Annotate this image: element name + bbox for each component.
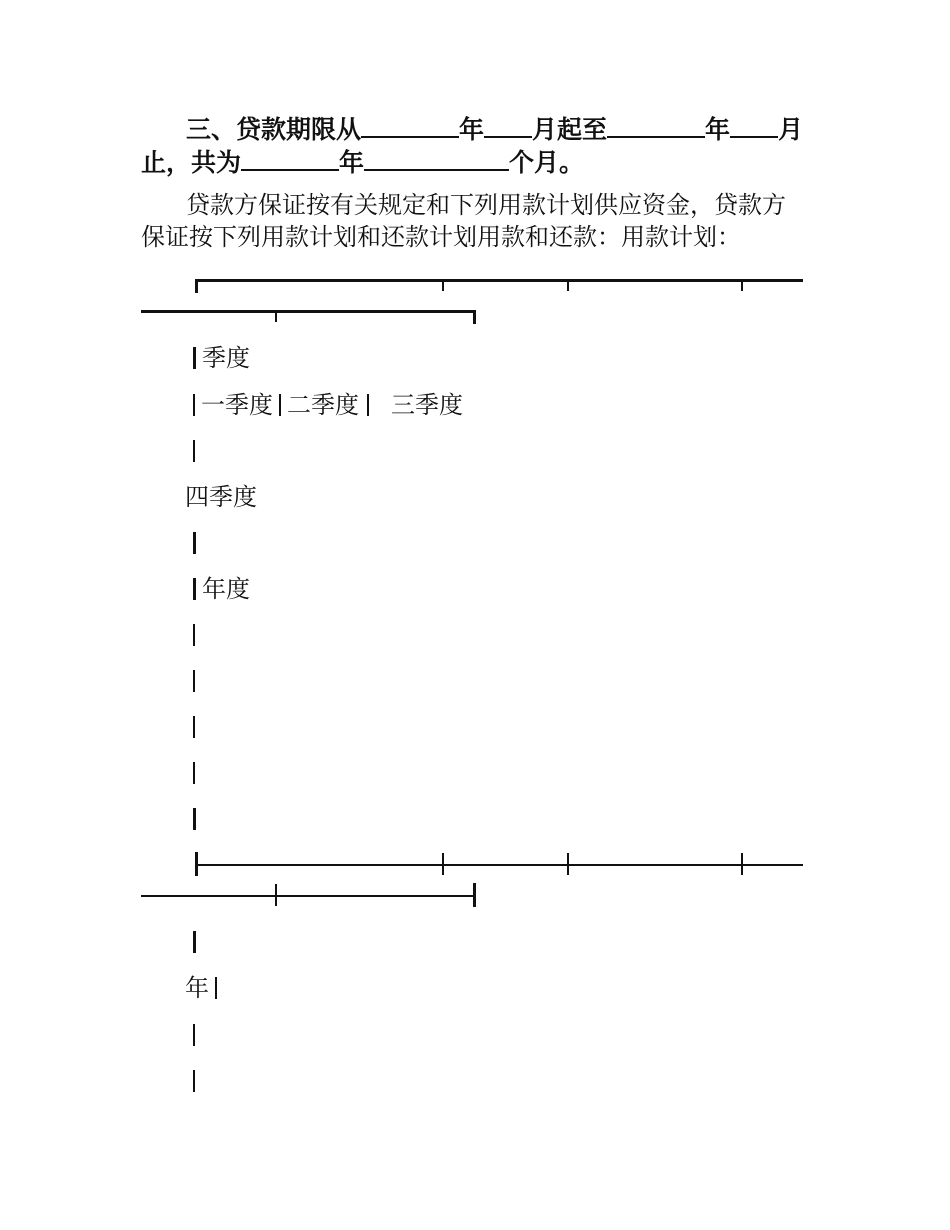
row-q4 [185, 483, 257, 511]
clause-3-label: 三、贷款期限从 [186, 115, 362, 144]
table-border-bar [193, 532, 196, 554]
year-row-label: 年 [185, 974, 209, 1002]
table-border-bar [193, 347, 196, 369]
row-blank-6 [193, 759, 201, 787]
paragraph-line-2: 保证按下列用款计划和还款计划用款和还款：用款计划： [141, 223, 741, 251]
blank-start-year[interactable] [361, 112, 459, 138]
row-quarter-header [193, 344, 250, 372]
blank-start-month[interactable] [484, 112, 532, 138]
q4-label: 四季度 [185, 483, 257, 511]
year-label-3: 年 [339, 148, 365, 177]
table-border-bar [193, 624, 195, 646]
annual-label: 年度 [202, 575, 250, 603]
row-annual [193, 575, 250, 603]
row-blank-3 [193, 621, 201, 649]
row-blank-1 [193, 437, 201, 465]
table-border-bar [193, 808, 196, 830]
row-blank-9 [193, 1021, 201, 1049]
year-label-1: 年 [459, 115, 485, 144]
table-border-bar [367, 394, 369, 416]
stop-label: 止，共为 [141, 148, 242, 177]
blank-months[interactable] [364, 145, 509, 171]
table-border-bar [193, 716, 195, 738]
table-border-bar [193, 931, 196, 953]
clause-3-line-1 [186, 112, 803, 146]
clause-3-line-2 [141, 145, 584, 179]
table-border-bar [193, 762, 195, 784]
q1-label: 一季度 [201, 391, 273, 419]
months-total-label: 个月。 [509, 148, 585, 177]
row-blank-2 [193, 529, 202, 557]
table-border-bar [193, 578, 196, 600]
q3-label: 三季度 [391, 391, 463, 419]
quarter-label: 季度 [202, 344, 250, 372]
blank-end-year[interactable] [607, 112, 705, 138]
table-border-bar [215, 977, 217, 999]
paragraph-line-1: 贷款方保证按有关规定和下列用款计划供应资金，贷款方 [186, 191, 786, 219]
year-label-2: 年 [705, 115, 731, 144]
month-start-label: 月起至 [532, 115, 608, 144]
blank-years[interactable] [241, 145, 339, 171]
blank-end-month[interactable] [730, 112, 778, 138]
row-blank-10 [193, 1067, 201, 1095]
row-quarters [193, 391, 463, 419]
row-blank-7 [193, 805, 202, 833]
table-border-bar [279, 394, 281, 416]
table-border-bar [193, 1024, 195, 1046]
row-blank-4 [193, 667, 201, 695]
table-border-bar [193, 1070, 195, 1092]
table-border-bar [193, 670, 195, 692]
q2-label: 二季度 [287, 391, 359, 419]
table-border-bar [193, 440, 195, 462]
row-blank-8 [193, 928, 202, 956]
row-year [185, 974, 223, 1002]
table-border-bar [193, 394, 195, 416]
row-blank-5 [193, 713, 201, 741]
month-end-label: 月 [778, 115, 804, 144]
